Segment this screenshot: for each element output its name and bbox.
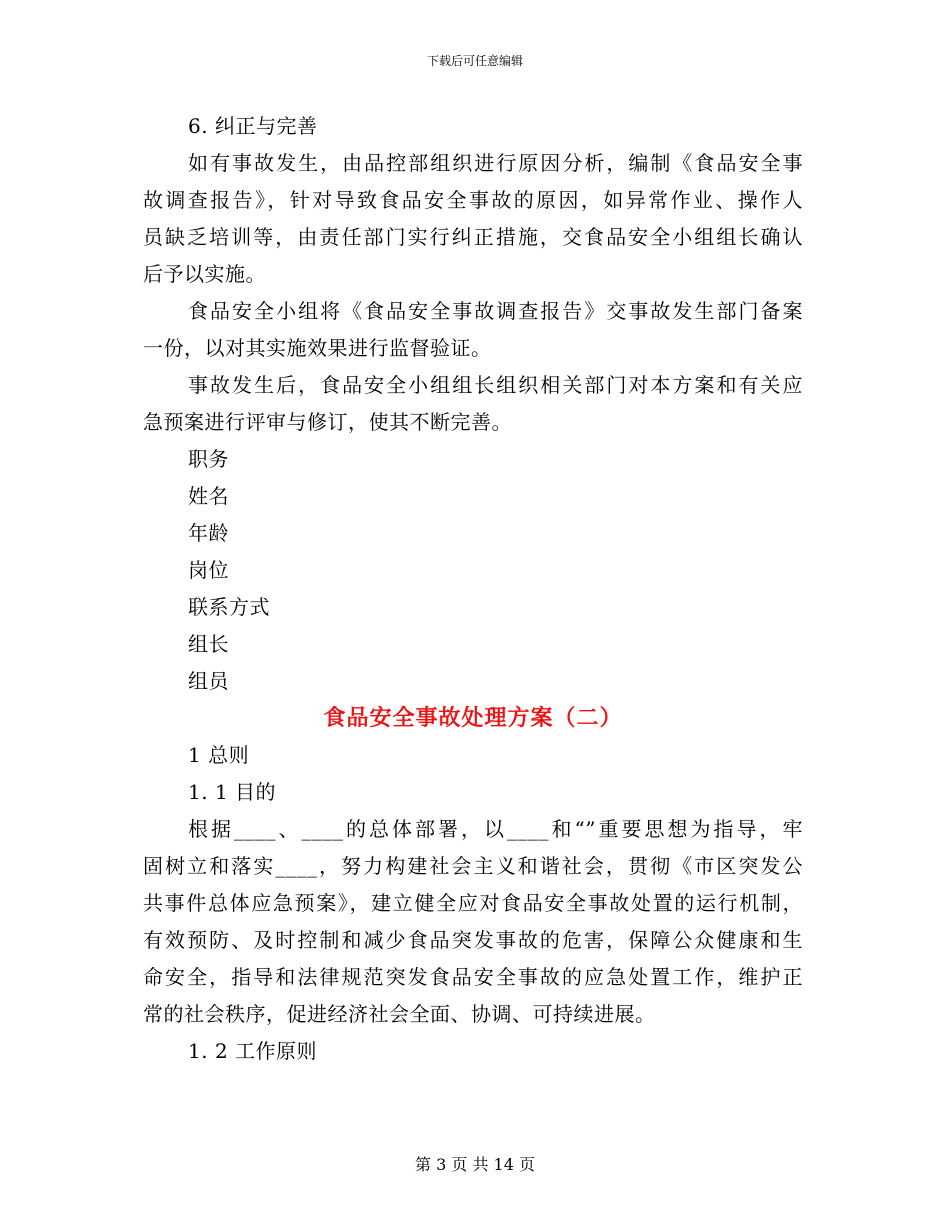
paragraph-line: 一份，以对其实施效果进行监督验证。 — [143, 336, 492, 360]
list-item: 组员 — [188, 669, 229, 693]
list-item: 职务 — [188, 447, 229, 471]
page-header-note: 下载后可任意编辑 — [426, 54, 523, 68]
section-title: 食品安全事故处理方案（二） — [323, 705, 623, 731]
paragraph-line: 有效预防、及时控制和减少食品突发事故的危害，保障公众健康和生 — [143, 928, 803, 952]
list-item: 岗位 — [188, 558, 229, 582]
section-heading: 6. 纠正与完善 — [188, 114, 318, 138]
paragraph-line: 如有事故发生，由品控部组织进行原因分析，编制《食品安全事 — [188, 151, 803, 175]
list-item: 组长 — [188, 632, 229, 656]
paragraph-line: 固树立和落实____，努力构建社会主义和谐社会，贯彻《市区突发公 — [143, 854, 803, 878]
list-item: 姓名 — [188, 484, 229, 508]
paragraph-line: 共事件总体应急预案》，建立健全应对食品安全事故处置的运行机制， — [143, 891, 803, 915]
paragraph-line: 员缺乏培训等，由责任部门实行纠正措施，交食品安全小组组长确认 — [143, 225, 803, 249]
paragraph-line: 命安全，指导和法律规范突发食品安全事故的应急处置工作，维护正 — [143, 965, 803, 989]
section-heading: 1 总则 — [188, 743, 250, 767]
paragraph-line: 事故发生后，食品安全小组组长组织相关部门对本方案和有关应 — [188, 373, 803, 397]
paragraph-line: 常的社会秩序，促进经济社会全面、协调、可持续进展。 — [143, 1002, 656, 1026]
paragraph-line: 后予以实施。 — [143, 262, 266, 286]
document-body — [143, 108, 803, 1070]
subsection-heading: 1. 1 目的 — [188, 780, 277, 804]
paragraph-line: 急预案进行评审与修订，使其不断完善。 — [143, 410, 512, 434]
page-number: 第 3 页 共 14 页 — [415, 1155, 535, 1174]
paragraph-line: 食品安全小组将《食品安全事故调查报告》交事故发生部门备案 — [188, 299, 803, 323]
subsection-heading: 1. 2 工作原则 — [188, 1039, 318, 1063]
paragraph-line: 根据____、____的总体部署，以____和“”重要思想为指导，牢 — [188, 817, 803, 841]
list-item: 联系方式 — [188, 595, 270, 619]
paragraph-line: 故调查报告》，针对导致食品安全事故的原因，如异常作业、操作人 — [143, 188, 803, 212]
list-item: 年龄 — [188, 521, 229, 545]
